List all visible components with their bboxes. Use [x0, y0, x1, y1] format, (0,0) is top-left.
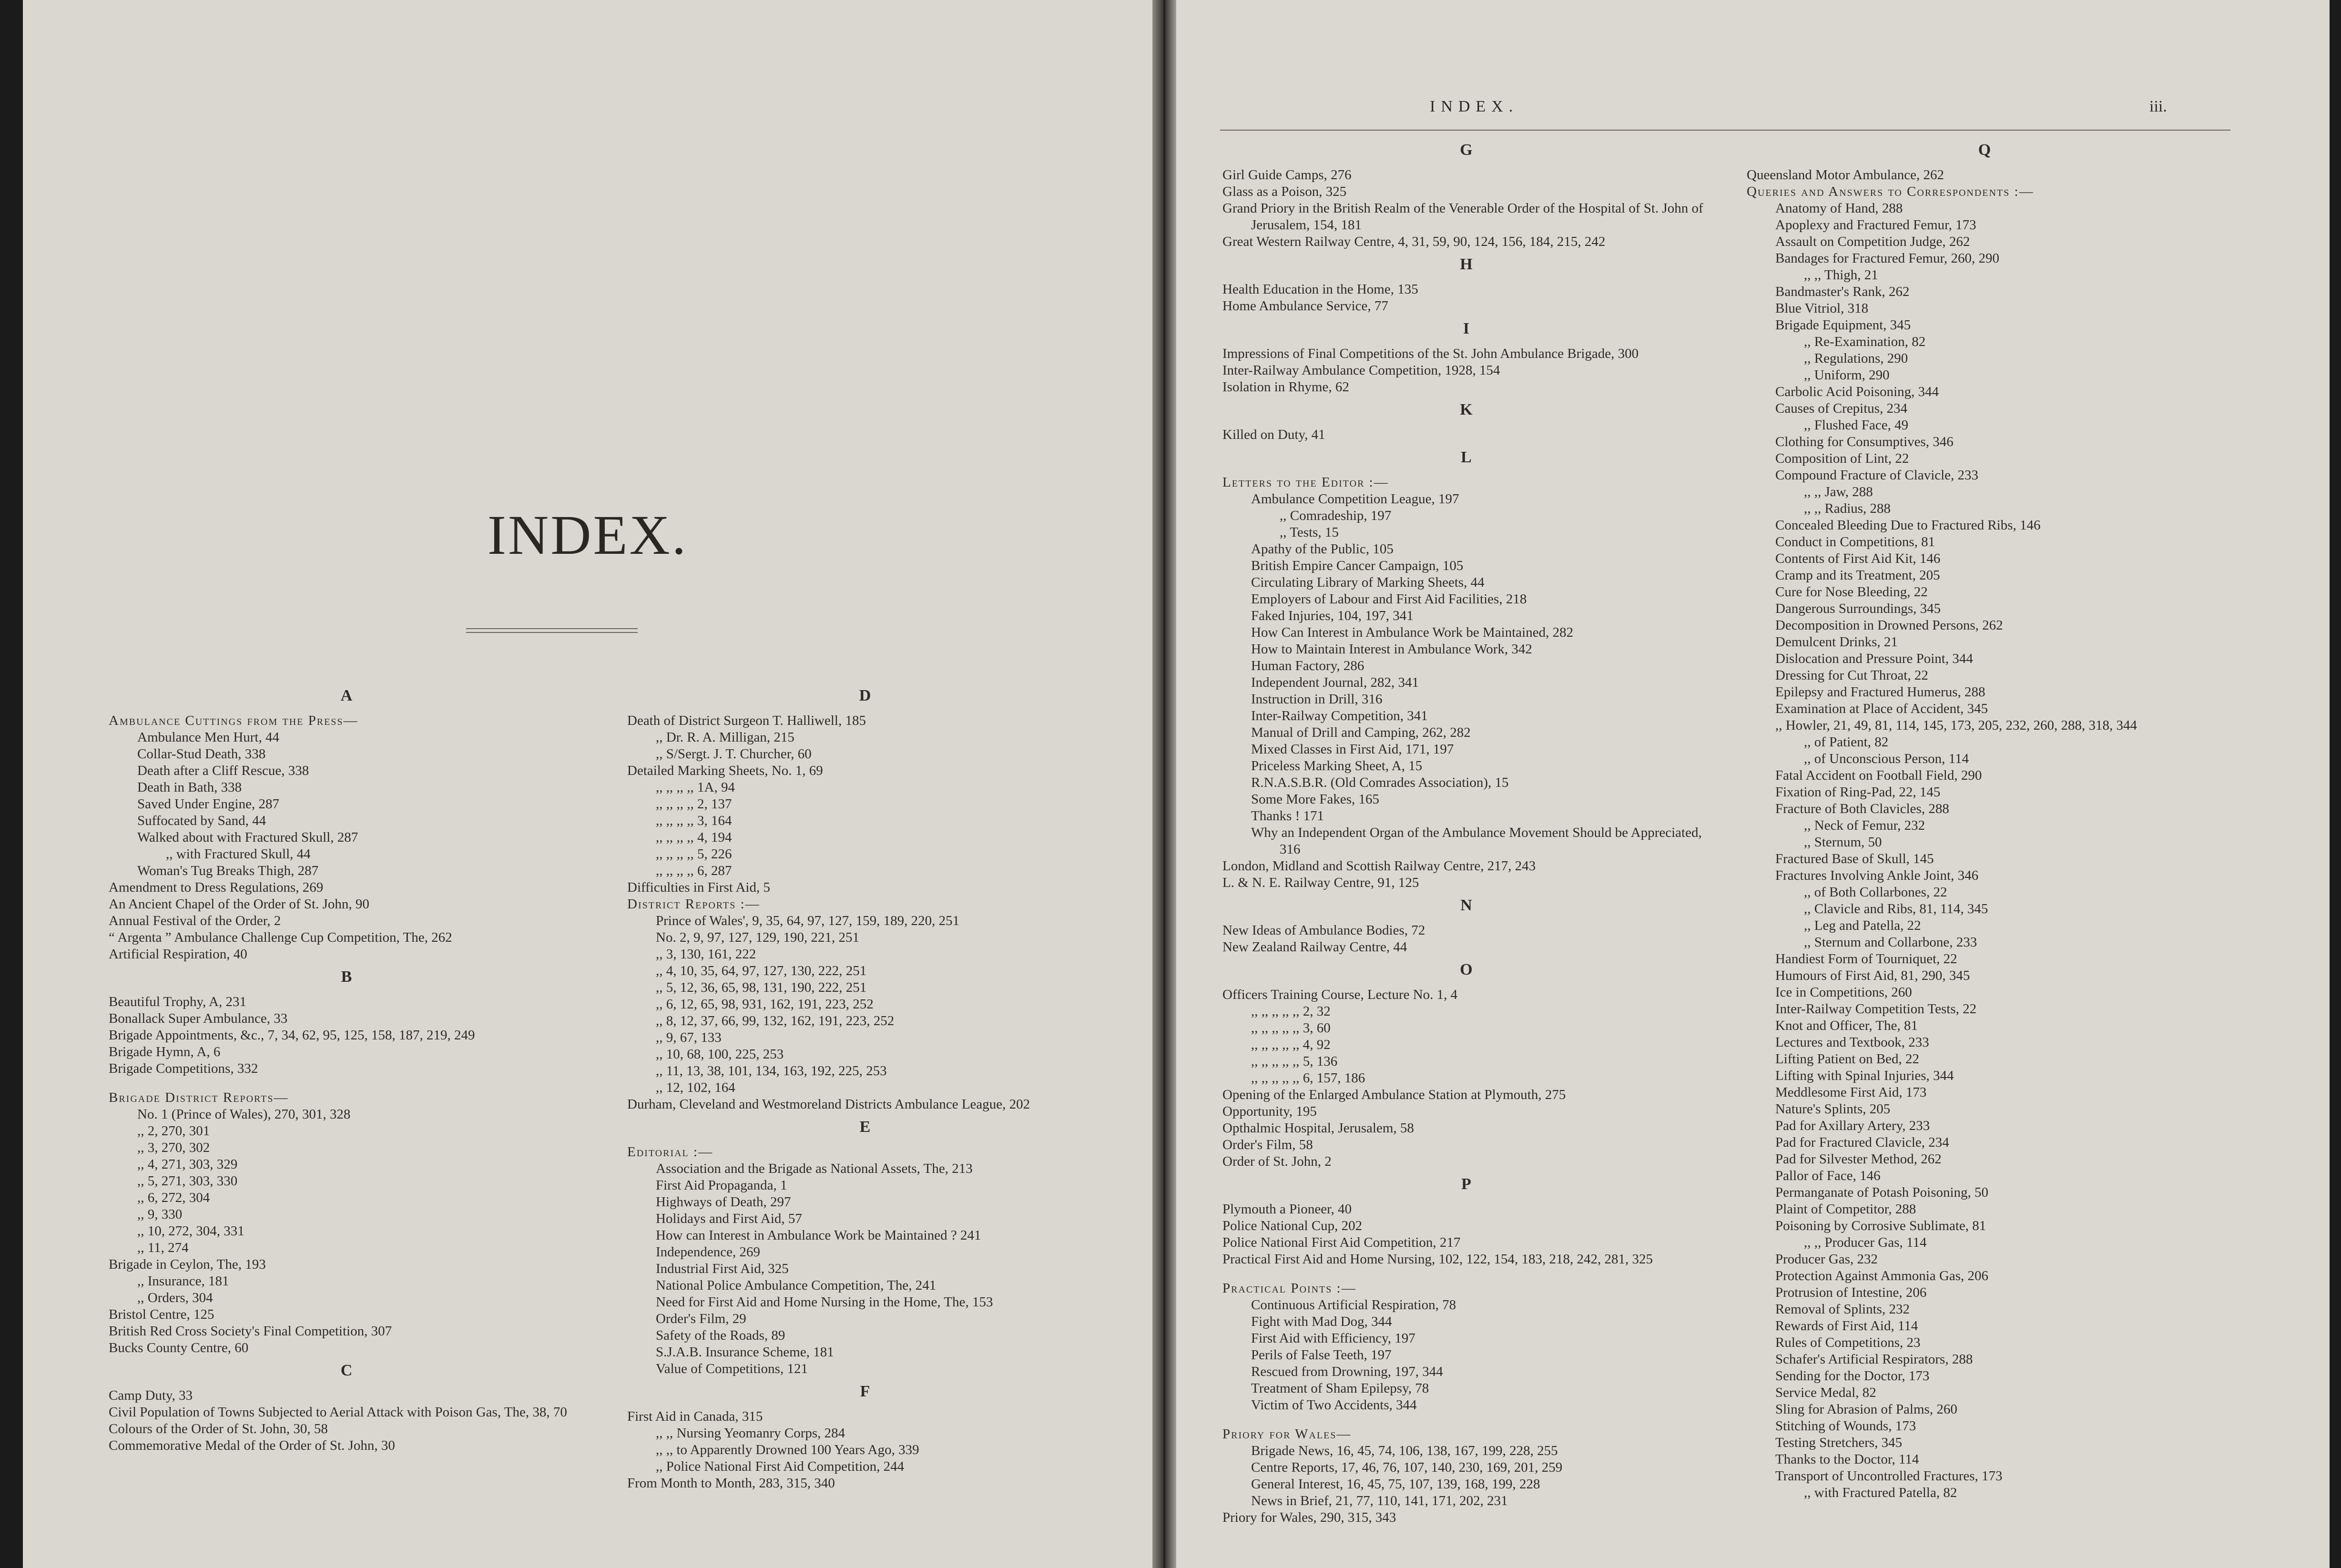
- index-entry: Glass as a Poison, 325: [1222, 184, 1347, 199]
- index-subentry: Lectures and Textbook, 233: [1775, 1035, 1929, 1050]
- index-subentry: Rescued from Drowning, 197, 344: [1251, 1364, 1443, 1379]
- index-subentry: ,, ,, ,, ,, 3, 164: [656, 813, 732, 828]
- index-subentry: Cure for Nose Bleeding, 22: [1775, 584, 1928, 600]
- index-entry: Health Education in the Home, 135: [1222, 282, 1418, 297]
- index-subentry: News in Brief, 21, 77, 110, 141, 171, 202, 231: [1251, 1493, 1508, 1508]
- index-entry: Opportunity, 195: [1222, 1104, 1317, 1119]
- index-subentry: ,, ,, Radius, 288: [1804, 501, 1891, 516]
- index-subentry: ,, Leg and Patella, 22: [1804, 918, 1921, 933]
- index-subentry: Apoplexy and Fractured Femur, 173: [1775, 217, 1976, 233]
- index-entry: Plymouth a Pioneer, 40: [1222, 1201, 1352, 1217]
- index-subentry: Independence, 269: [656, 1244, 761, 1260]
- index-subentry: How to Maintain Interest in Ambulance Work, 342: [1251, 641, 1532, 657]
- section-letter: F: [860, 1383, 871, 1400]
- index-title: INDEX.: [487, 504, 688, 566]
- index-entry: Bristol Centre, 125: [109, 1307, 214, 1322]
- index-subentry: ,, ,, ,, ,, 1A, 94: [656, 780, 735, 795]
- index-subentry: Manual of Drill and Camping, 262, 282: [1251, 725, 1471, 740]
- index-heading: Ambulance Cuttings from the Press—: [109, 713, 358, 728]
- index-subentry: ,, of Unconscious Person, 114: [1804, 751, 1969, 766]
- index-subentry: ,, ,, ,, ,, ,, 6, 157, 186: [1251, 1070, 1365, 1086]
- index-subentry: ,, ,, ,, ,, ,, 4, 92: [1251, 1037, 1331, 1052]
- index-subentry: Collar-Stud Death, 338: [137, 746, 266, 762]
- section-letter: G: [1460, 141, 1474, 159]
- index-heading: Editorial :—: [627, 1144, 713, 1160]
- index-subentry: Causes of Crepitus, 234: [1775, 401, 1908, 416]
- section-letter: Q: [1978, 141, 1992, 159]
- index-subentry: ,, ,, ,, ,, 5, 226: [656, 846, 732, 862]
- index-subentry: Examination at Place of Accident, 345: [1775, 701, 1988, 716]
- index-subentry: Brigade Equipment, 345: [1775, 317, 1911, 333]
- index-entry: Great Western Railway Centre, 4, 31, 59, 90, 124, 156, 184, 215, 242: [1222, 234, 1606, 249]
- index-subentry: Inter-Railway Competition, 341: [1251, 708, 1428, 723]
- index-subentry: Brigade News, 16, 45, 74, 106, 138, 167, 199, 228, 255: [1251, 1443, 1558, 1458]
- index-subentry: British Empire Cancer Campaign, 105: [1251, 558, 1464, 573]
- index-subentry: Pad for Axillary Artery, 233: [1775, 1118, 1930, 1133]
- index-subentry: S.J.A.B. Insurance Scheme, 181: [656, 1344, 834, 1360]
- index-entry: Colours of the Order of St. John, 30, 58: [109, 1421, 328, 1436]
- index-entry: Opening of the Enlarged Ambulance Station at Plymouth, 275: [1222, 1087, 1566, 1102]
- index-subentry: Industrial First Aid, 325: [656, 1261, 789, 1276]
- index-subentry: Death after a Cliff Rescue, 338: [137, 763, 309, 778]
- index-entry: Bucks County Centre, 60: [109, 1340, 249, 1355]
- index-subentry: Conduct in Competitions, 81: [1775, 534, 1935, 550]
- index-entry: Girl Guide Camps, 276: [1222, 167, 1352, 183]
- section-letter: P: [1461, 1175, 1472, 1193]
- section-letter: C: [340, 1362, 354, 1379]
- index-subentry: ,, Uniform, 290: [1804, 367, 1890, 383]
- index-subentry: ,, ,, Nursing Yeomanry Corps, 284: [656, 1425, 845, 1441]
- index-subentry: Dressing for Cut Throat, 22: [1775, 668, 1928, 683]
- index-subentry: Employers of Labour and First Aid Facilities, 218: [1251, 591, 1527, 607]
- index-subentry: ,, 12, 102, 164: [656, 1080, 735, 1095]
- index-subentry: ,, Regulations, 290: [1804, 351, 1908, 366]
- page-number: iii.: [2149, 98, 2167, 115]
- index-subentry: Priceless Marking Sheet, A, 15: [1251, 758, 1423, 774]
- index-subentry: Sling for Abrasion of Palms, 260: [1775, 1402, 1957, 1417]
- index-entry: Brigade Appointments, &c., 7, 34, 62, 95, 125, 158, 187, 219, 249: [109, 1028, 475, 1043]
- index-subentry: Decomposition in Drowned Persons, 262: [1775, 618, 2003, 633]
- index-subentry: ,, Flushed Face, 49: [1804, 417, 1909, 433]
- index-entry: British Red Cross Society's Final Competition, 307: [109, 1324, 392, 1339]
- index-subentry: Composition of Lint, 22: [1775, 451, 1909, 466]
- index-subentry: Some More Fakes, 165: [1251, 792, 1380, 807]
- index-entry: Detailed Marking Sheets, No. 1, 69: [627, 763, 823, 778]
- index-subentry: How can Interest in Ambulance Work be Maintained ? 241: [656, 1228, 981, 1243]
- index-subentry: Instruction in Drill, 316: [1251, 692, 1383, 707]
- index-subentry: First Aid with Efficiency, 197: [1251, 1331, 1415, 1346]
- index-subentry: ,, 9, 67, 133: [656, 1030, 722, 1045]
- index-subentry: ,, 4, 271, 303, 329: [137, 1157, 238, 1172]
- index-subentry: Contents of First Aid Kit, 146: [1775, 551, 1941, 566]
- spacer: [1222, 1268, 1711, 1280]
- index-subentry: ,, Tests, 15: [1280, 525, 1339, 540]
- index-subentry: ,, ,, ,, ,, 6, 287: [656, 863, 732, 878]
- index-subentry: ,, 8, 12, 37, 66, 99, 132, 162, 191, 223, 252: [656, 1013, 895, 1028]
- index-subentry: ,, Comradeship, 197: [1280, 508, 1392, 523]
- index-heading: Priory for Wales—: [1222, 1426, 1352, 1442]
- index-subentry: ,, ,, Jaw, 288: [1804, 484, 1873, 499]
- index-subentry: Treatment of Sham Epilepsy, 78: [1251, 1381, 1429, 1396]
- index-entry: Artificial Respiration, 40: [109, 947, 247, 962]
- index-subentry: ,, ,, to Apparently Drowned 100 Years Ago, 339: [656, 1442, 919, 1457]
- index-subentry: Holidays and First Aid, 57: [656, 1211, 802, 1226]
- index-subentry: ,, 10, 68, 100, 225, 253: [656, 1047, 784, 1062]
- index-subentry: Fracture of Both Clavicles, 288: [1775, 801, 1949, 816]
- index-entry: Durham, Cleveland and Westmoreland Districts Ambulance League, 202: [627, 1097, 1030, 1112]
- index-subentry: ,, of Patient, 82: [1804, 734, 1889, 750]
- index-entry: Commemorative Medal of the Order of St. John, 30: [109, 1438, 395, 1453]
- index-subentry: R.N.A.S.B.R. (Old Comrades Association), 15: [1251, 775, 1509, 790]
- index-heading: Letters to the Editor :—: [1222, 475, 1389, 490]
- index-entry: Officers Training Course, Lecture No. 1, 4: [1222, 987, 1458, 1002]
- index-subentry: Perils of False Teeth, 197: [1251, 1347, 1392, 1363]
- index-subentry: Human Factory, 286: [1251, 658, 1364, 673]
- section-letter: H: [1460, 255, 1474, 273]
- index-entry: From Month to Month, 283, 315, 340: [627, 1476, 835, 1491]
- index-subentry: Blue Vitriol, 318: [1775, 301, 1869, 316]
- book-gutter: [1152, 0, 1176, 1568]
- index-subentry: ,, ,, Thigh, 21: [1804, 267, 1878, 283]
- right-column-2: [1747, 136, 2223, 1501]
- running-head: INDEX.: [1430, 98, 1519, 115]
- index-subentry: Continuous Artificial Respiration, 78: [1251, 1297, 1456, 1313]
- index-subentry: General Interest, 16, 45, 75, 107, 139, 168, 199, 228: [1251, 1476, 1540, 1492]
- index-subentry: Schafer's Artificial Respirators, 288: [1775, 1352, 1973, 1367]
- title-rule: [466, 628, 638, 633]
- index-entry: Priory for Wales, 290, 315, 343: [1222, 1510, 1396, 1525]
- spacer: [109, 1077, 585, 1089]
- index-subentry: First Aid Propaganda, 1: [656, 1178, 787, 1193]
- index-subentry: ,, 6, 12, 65, 98, 931, 162, 191, 223, 252: [656, 997, 874, 1012]
- index-subentry: Rules of Competitions, 23: [1775, 1335, 1921, 1350]
- index-entry: Order's Film, 58: [1222, 1137, 1313, 1152]
- index-subentry: Walked about with Fractured Skull, 287: [137, 830, 358, 845]
- index-entry: “ Argenta ” Ambulance Challenge Cup Competition, The, 262: [109, 930, 452, 945]
- index-entry: Brigade Competitions, 332: [109, 1061, 258, 1076]
- index-subentry: Dislocation and Pressure Point, 344: [1775, 651, 1973, 666]
- index-subentry: ,, ,, ,, ,, ,, 3, 60: [1251, 1020, 1331, 1036]
- index-entry: Bonallack Super Ambulance, 33: [109, 1011, 288, 1026]
- index-subentry: Fractures Involving Ankle Joint, 346: [1775, 868, 1979, 883]
- index-subentry: Safety of the Roads, 89: [656, 1328, 785, 1343]
- section-letter: N: [1460, 896, 1473, 914]
- index-subentry: Nature's Splints, 205: [1775, 1101, 1891, 1117]
- index-entry: Police National First Aid Competition, 217: [1222, 1235, 1461, 1250]
- index-subentry: ,, of Both Collarbones, 22: [1804, 885, 1947, 900]
- section-letter: E: [859, 1118, 872, 1136]
- index-entry: L. & N. E. Railway Centre, 91, 125: [1222, 875, 1419, 890]
- index-subentry: Service Medal, 82: [1775, 1385, 1876, 1400]
- index-entry: Opthalmic Hospital, Jerusalem, 58: [1222, 1120, 1414, 1136]
- index-subentry: Inter-Railway Competition Tests, 22: [1775, 1001, 1977, 1017]
- index-subentry: Thanks to the Doctor, 114: [1775, 1452, 1919, 1467]
- index-subentry: Removal of Splints, 232: [1775, 1302, 1910, 1317]
- index-subentry: Ambulance Competition League, 197: [1251, 491, 1459, 507]
- index-subentry: ,, 11, 13, 38, 101, 134, 163, 192, 225, 253: [656, 1063, 887, 1079]
- index-subentry: ,, Sternum and Collarbone, 233: [1804, 935, 1977, 950]
- index-subentry: ,, 3, 130, 161, 222: [656, 947, 756, 962]
- index-entry: New Ideas of Ambulance Bodies, 72: [1222, 923, 1425, 938]
- index-subentry: ,, 9, 330: [137, 1207, 183, 1222]
- index-entry: Grand Priory in the British Realm of the Venerable Order of the Hospital of St. John of Jerusalem, 154, 181: [1222, 201, 1703, 233]
- index-subentry: ,, 5, 271, 303, 330: [137, 1173, 238, 1189]
- section-letter: A: [340, 687, 354, 704]
- index-subentry: Suffocated by Sand, 44: [137, 813, 266, 828]
- index-subentry: Pad for Silvester Method, 262: [1775, 1151, 1942, 1167]
- index-subentry: Lifting Patient on Bed, 22: [1775, 1051, 1920, 1067]
- section-letter: L: [1461, 448, 1473, 466]
- index-subentry: ,, Police National First Aid Competition, 244: [656, 1459, 905, 1474]
- header-rule: [1220, 130, 2230, 131]
- index-entry: Annual Festival of the Order, 2: [109, 913, 281, 928]
- index-subentry: Sending for the Doctor, 173: [1775, 1368, 1930, 1384]
- index-subentry: Fight with Mad Dog, 344: [1251, 1314, 1392, 1329]
- index-subentry: Prince of Wales', 9, 35, 64, 97, 127, 159, 189, 220, 251: [656, 913, 960, 928]
- index-subentry: Highways of Death, 297: [656, 1194, 791, 1210]
- index-subentry: Rewards of First Aid, 114: [1775, 1318, 1918, 1334]
- index-subentry: Assault on Competition Judge, 262: [1775, 234, 1970, 249]
- index-subentry: Protection Against Ammonia Gas, 206: [1775, 1268, 1989, 1283]
- index-subentry: Victim of Two Accidents, 344: [1251, 1397, 1417, 1413]
- index-subentry: ,, ,, ,, ,, ,, 2, 32: [1251, 1004, 1331, 1019]
- index-entry: Amendment to Dress Regulations, 269: [109, 880, 324, 895]
- index-subentry: Apathy of the Public, 105: [1251, 541, 1394, 557]
- index-subentry: Order's Film, 29: [656, 1311, 746, 1326]
- index-entry: New Zealand Railway Centre, 44: [1222, 939, 1407, 955]
- index-subentry: National Police Ambulance Competition, The, 241: [656, 1278, 936, 1293]
- index-entry: Death of District Surgeon T. Halliwell, 185: [627, 713, 866, 728]
- index-subentry: ,, ,, ,, ,, 4, 194: [656, 830, 732, 845]
- index-heading: Practical Points :—: [1222, 1281, 1356, 1296]
- index-entry: Killed on Duty, 41: [1222, 427, 1325, 442]
- index-subentry: Independent Journal, 282, 341: [1251, 675, 1419, 690]
- index-subentry: Demulcent Drinks, 21: [1775, 634, 1898, 650]
- index-entry: Brigade in Ceylon, The, 193: [109, 1257, 266, 1272]
- index-subentry: Plaint of Competitor, 288: [1775, 1201, 1916, 1217]
- index-entry: Difficulties in First Aid, 5: [627, 880, 770, 895]
- index-entry: Camp Duty, 33: [109, 1388, 193, 1403]
- index-subentry: Value of Competitions, 121: [656, 1361, 808, 1376]
- index-subentry: ,, 2, 270, 301: [137, 1123, 210, 1139]
- index-entry: Brigade Hymn, A, 6: [109, 1044, 221, 1059]
- index-subentry: Humours of First Aid, 81, 290, 345: [1775, 968, 1970, 983]
- index-subentry: Lifting with Spinal Injuries, 344: [1775, 1068, 1954, 1083]
- index-entry: London, Midland and Scottish Railway Centre, 217, 243: [1222, 858, 1536, 874]
- index-subentry: ,, 3, 270, 302: [137, 1140, 210, 1155]
- index-subentry: Association and the Brigade as National Assets, The, 213: [656, 1161, 973, 1176]
- index-entry: Impressions of Final Competitions of the St. John Ambulance Brigade, 300: [1222, 346, 1639, 361]
- index-subentry: No. 2, 9, 97, 127, 129, 190, 221, 251: [656, 930, 859, 945]
- index-subentry: Anatomy of Hand, 288: [1775, 201, 1903, 216]
- index-subentry: ,, with Fractured Patella, 82: [1804, 1485, 1957, 1500]
- index-subentry: Thanks ! 171: [1251, 808, 1324, 824]
- index-subentry: Ice in Competitions, 260: [1775, 985, 1912, 1000]
- index-subentry: Compound Fracture of Clavicle, 233: [1775, 468, 1979, 483]
- index-subentry: Ambulance Men Hurt, 44: [137, 730, 279, 745]
- index-subentry: ,, Clavicle and Ribs, 81, 114, 345: [1804, 901, 1988, 916]
- index-entry: Queensland Motor Ambulance, 262: [1747, 167, 1944, 183]
- section-letter: K: [1460, 401, 1474, 418]
- index-subentry: Why an Independent Organ of the Ambulance Movement Should be Appreciated, 316: [1251, 825, 1702, 857]
- index-heading: Queries and Answers to Correspondents :—: [1747, 184, 2034, 199]
- section-letter: D: [859, 687, 872, 704]
- index-subentry: Fixation of Ring-Pad, 22, 145: [1775, 784, 1941, 800]
- index-subentry: Bandages for Fractured Femur, 260, 290: [1775, 251, 1999, 266]
- index-subentry: ,, with Fractured Skull, 44: [166, 846, 311, 862]
- index-heading: Brigade District Reports—: [109, 1090, 289, 1105]
- index-entry: Beautiful Trophy, A, 231: [109, 994, 246, 1009]
- index-entry: Home Ambulance Service, 77: [1222, 298, 1388, 314]
- section-letter: B: [341, 968, 353, 986]
- index-entry: An Ancient Chapel of the Order of St. John, 90: [109, 896, 369, 912]
- index-subentry: Faked Injuries, 104, 197, 341: [1251, 608, 1414, 623]
- index-entry: Isolation in Rhyme, 62: [1222, 379, 1349, 395]
- section-letter: O: [1460, 961, 1474, 978]
- index-subentry: Stitching of Wounds, 173: [1775, 1418, 1916, 1434]
- index-subentry: ,, 6, 272, 304: [137, 1190, 210, 1205]
- index-subentry: Poisoning by Corrosive Sublimate, 81: [1775, 1218, 1986, 1233]
- index-subentry: Fractured Base of Skull, 145: [1775, 851, 1934, 866]
- index-subentry: Cramp and its Treatment, 205: [1775, 568, 1940, 583]
- index-subentry: Producer Gas, 232: [1775, 1252, 1878, 1267]
- index-entry: Practical First Aid and Home Nursing, 102, 122, 154, 183, 218, 242, 281, 325: [1222, 1252, 1653, 1267]
- index-subentry: ,, S/Sergt. J. T. Churcher, 60: [656, 746, 812, 762]
- index-subentry: Knot and Officer, The, 81: [1775, 1018, 1918, 1033]
- index-subentry: How Can Interest in Ambulance Work be Maintained, 282: [1251, 625, 1574, 640]
- index-entry: Civil Population of Towns Subjected to Aerial Attack with Poison Gas, The, 38, 70: [109, 1405, 567, 1420]
- index-subentry: ,, 5, 12, 36, 65, 98, 131, 190, 222, 251: [656, 980, 867, 995]
- section-letter: I: [1463, 320, 1471, 337]
- index-subentry: ,, Re-Examination, 82: [1804, 334, 1926, 349]
- index-subentry: Mixed Classes in First Aid, 171, 197: [1251, 742, 1454, 757]
- index-subentry: ,, ,, ,, ,, ,, 5, 136: [1251, 1054, 1338, 1069]
- index-subentry: Meddlesome First Aid, 173: [1775, 1085, 1927, 1100]
- index-subentry: Dangerous Surroundings, 345: [1775, 601, 1941, 616]
- index-subentry: Fatal Accident on Football Field, 290: [1775, 768, 1982, 783]
- right-column-1: [1222, 136, 1711, 1526]
- index-subentry: No. 1 (Prince of Wales), 270, 301, 328: [137, 1107, 351, 1122]
- index-subentry: ,, Orders, 304: [137, 1290, 213, 1305]
- index-subentry: Need for First Aid and Home Nursing in the Home, The, 153: [656, 1294, 993, 1310]
- index-subentry: ,, ,, ,, ,, 2, 137: [656, 796, 732, 812]
- index-subentry: Saved Under Engine, 287: [137, 796, 279, 812]
- index-subentry: ,, Dr. R. A. Milligan, 215: [656, 730, 794, 745]
- index-subentry: Protrusion of Intestine, 206: [1775, 1285, 1927, 1300]
- index-subentry: Circulating Library of Marking Sheets, 44: [1251, 575, 1485, 590]
- index-subentry: Pallor of Face, 146: [1775, 1168, 1881, 1183]
- index-subentry: ,, Neck of Femur, 232: [1804, 818, 1925, 833]
- index-subentry: ,, Howler, 21, 49, 81, 114, 145, 173, 205, 232, 260, 288, 318, 344: [1775, 718, 2137, 733]
- index-subentry: Handiest Form of Tourniquet, 22: [1775, 951, 1957, 967]
- index-subentry: ,, 10, 272, 304, 331: [137, 1223, 244, 1239]
- index-subentry: ,, 4, 10, 35, 64, 97, 127, 130, 222, 251: [656, 963, 867, 978]
- index-entry: Police National Cup, 202: [1222, 1218, 1363, 1233]
- index-subentry: Permanganate of Potash Poisoning, 50: [1775, 1185, 1989, 1200]
- index-subentry: Carbolic Acid Poisoning, 344: [1775, 384, 1939, 399]
- index-subentry: Death in Bath, 338: [137, 780, 242, 795]
- index-entry: Order of St. John, 2: [1222, 1154, 1332, 1169]
- index-subentry: Pad for Fractured Clavicle, 234: [1775, 1135, 1949, 1150]
- index-heading: District Reports :—: [627, 896, 760, 912]
- index-subentry: ,, ,, Producer Gas, 114: [1804, 1235, 1927, 1250]
- index-subentry: Centre Reports, 17, 46, 76, 107, 140, 230, 169, 201, 259: [1251, 1460, 1563, 1475]
- index-subentry: Bandmaster's Rank, 262: [1775, 284, 1910, 299]
- index-subentry: ,, Sternum, 50: [1804, 835, 1882, 850]
- index-subentry: Concealed Bleeding Due to Fractured Ribs, 146: [1775, 518, 2041, 533]
- index-subentry: Transport of Uncontrolled Fractures, 173: [1775, 1468, 2003, 1484]
- spacer: [1222, 1414, 1711, 1426]
- index-subentry: Epilepsy and Fractured Humerus, 288: [1775, 684, 1985, 700]
- index-subentry: ,, Insurance, 181: [137, 1273, 229, 1289]
- index-subentry: Clothing for Consumptives, 346: [1775, 434, 1954, 449]
- left-column-2: [627, 682, 1104, 1492]
- index-subentry: Woman's Tug Breaks Thigh, 287: [137, 863, 319, 878]
- index-entry: First Aid in Canada, 315: [627, 1409, 763, 1424]
- index-subentry: Testing Stretchers, 345: [1775, 1435, 1903, 1450]
- left-column-1: [109, 682, 585, 1454]
- index-subentry: ,, 11, 274: [137, 1240, 189, 1255]
- index-entry: Inter-Railway Ambulance Competition, 1928, 154: [1222, 363, 1500, 378]
